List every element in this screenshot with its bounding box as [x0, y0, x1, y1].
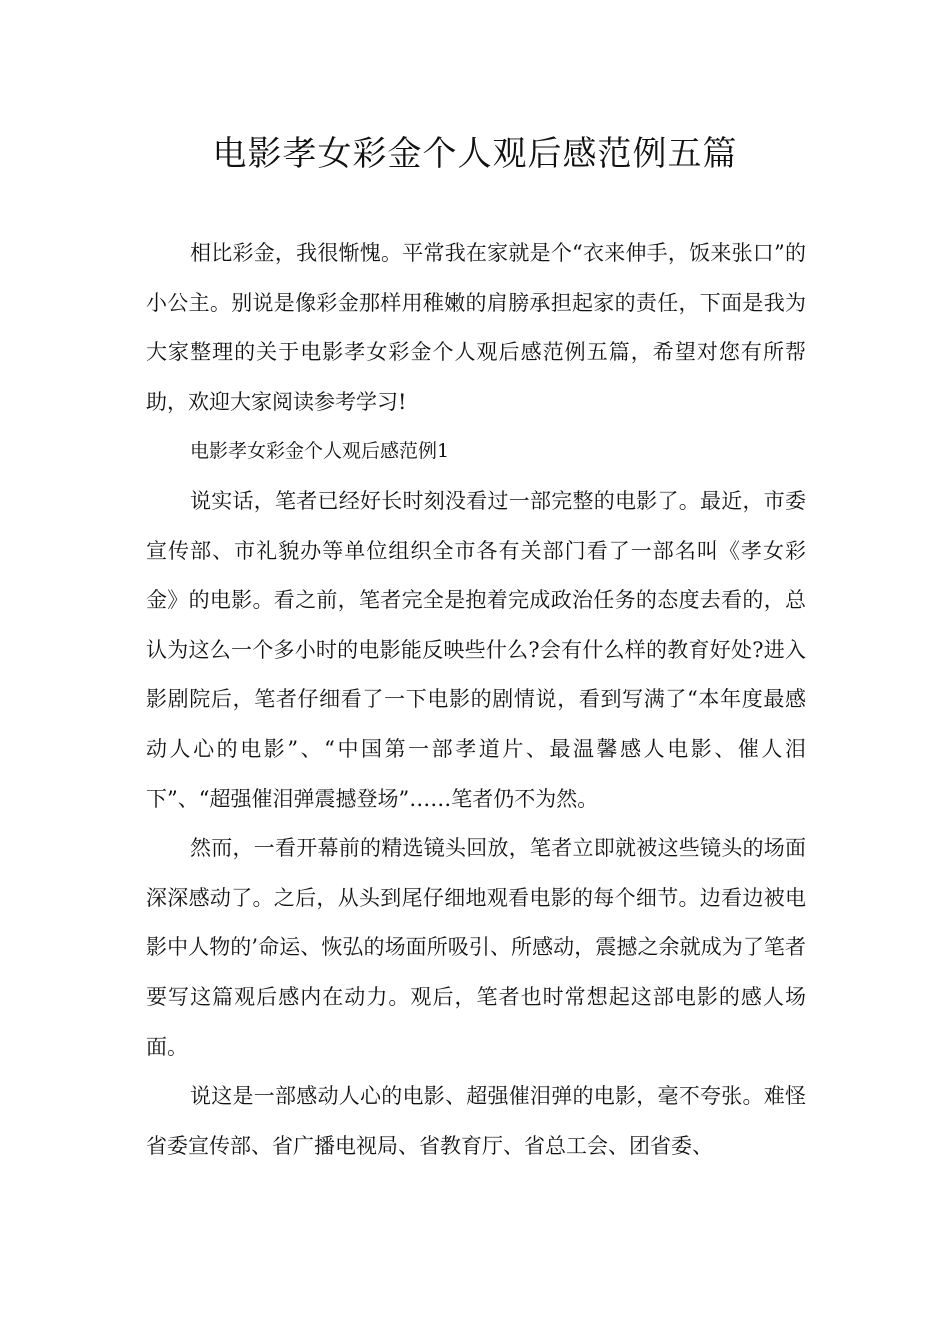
document-body [146, 229, 806, 1171]
section-heading: 电影孝女彩金个人观后感范例1 [190, 440, 450, 463]
document-title: 电影孝女彩金个人观后感范例五篇 [212, 134, 738, 174]
body-paragraph: 然而，一看开幕前的精选镜头回放，笔者立即就被这些镜头的场面深深感动了。之后，从头到尾仔细地观看电影的每个细节。边看边被电影中人物的’命运、恢弘的场面所吸引、所感动，震撼之余就成为了笔者要写这篇观后感内在动力。观后，笔者也时常想起这部电影的感人场面。 [146, 836, 806, 1059]
intro-paragraph: 相比彩金，我很惭愧。平常我在家就是个“衣来伸手，饭来张口”的小公主。别说是像彩金那样用稚嫩的肩膀承担起家的责任，下面是我为大家整理的关于电影孝女彩金个人观后感范例五篇，希望对您有所帮助，欢迎大家阅读参考学习! [146, 241, 806, 414]
body-paragraph: 说这是一部感动人心的电影、超强催泪弹的电影，毫不夸张。难怪省委宣传部、省广播电视局、省教育厅、省总工会、团省委、 [146, 1084, 806, 1158]
body-paragraph: 说实话，笔者已经好长时刻没看过一部完整的电影了。最近，市委宣传部、市礼貌办等单位组织全市各有关部门看了一部名叫《孝女彩金》的电影。看之前，笔者完全是抱着完成政治任务的态度去看的，总认为这么一个多小时的电影能反映些什么?会有什么样的教育好处?进入影剧院后，笔者仔细看了一下电影的剧情说，看到写满了“本年度最感动人心的电影”、“中国第一部孝道片、最温馨感人电影、催人泪下”、“超强催泪弹震撼登场”……笔者仍不为然。 [146, 488, 806, 811]
